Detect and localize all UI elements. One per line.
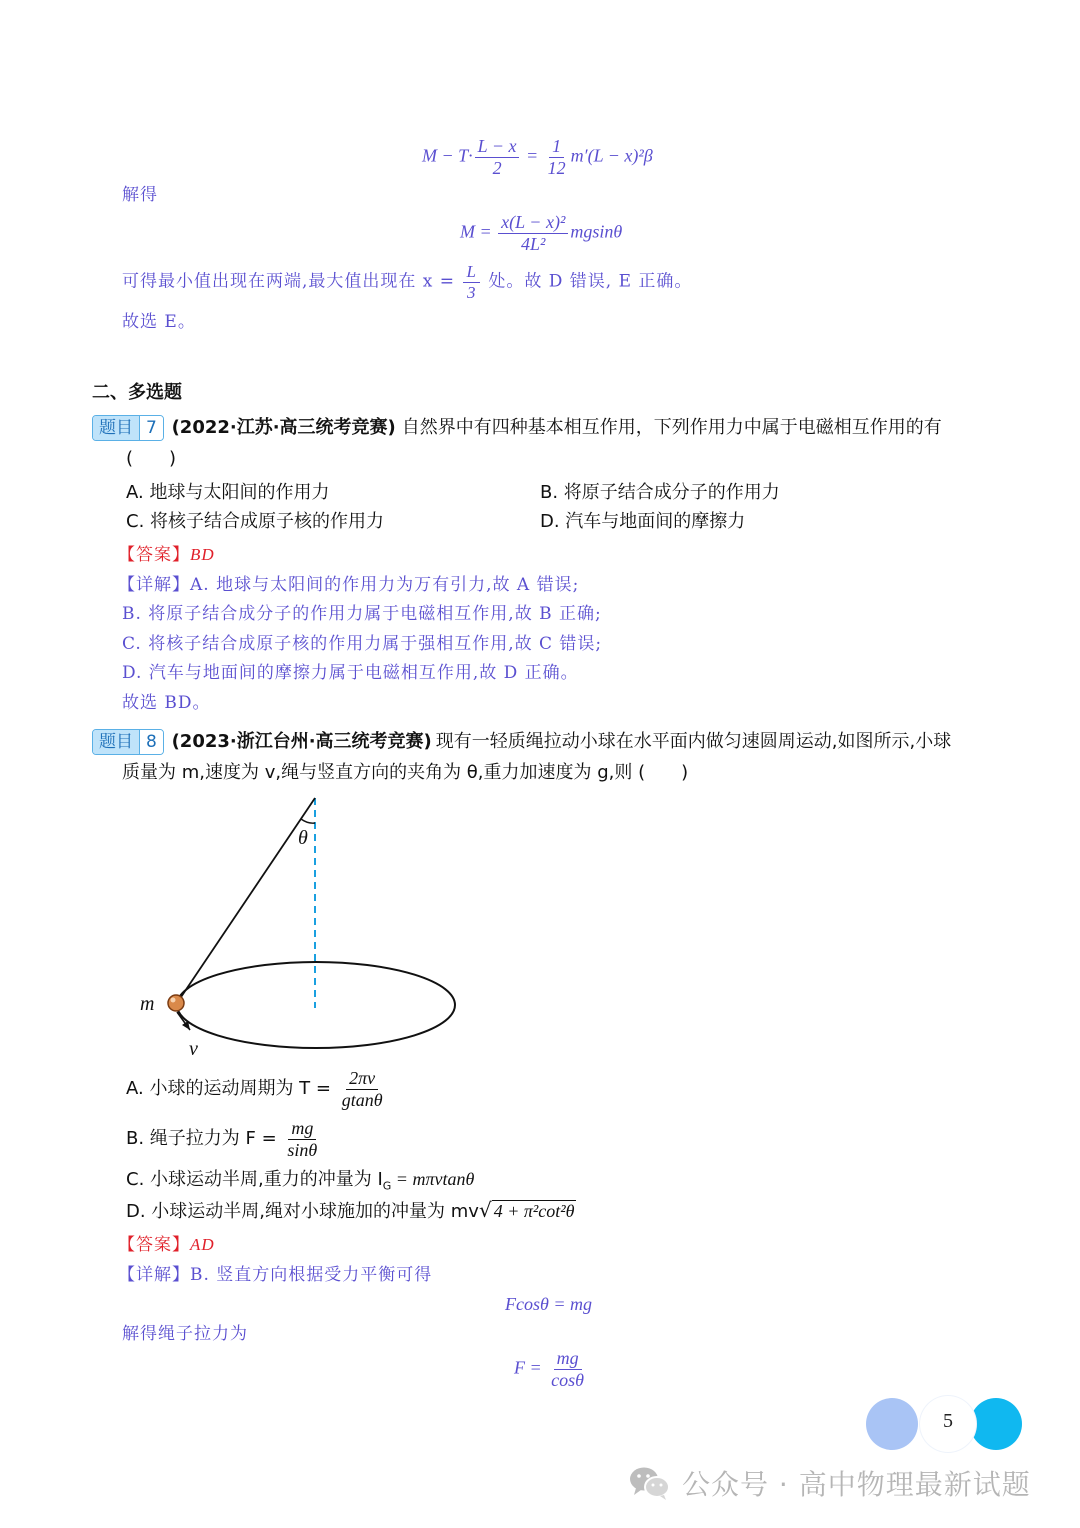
q8-tag	[92, 729, 164, 755]
conical-pendulum-figure	[130, 790, 470, 1070]
eq1-frac2-num: 1	[549, 136, 564, 158]
q8-detail-text-1: B. 竖直方向根据受力平衡可得	[190, 1265, 433, 1285]
q8-header	[92, 729, 951, 755]
wechat-icon	[628, 1464, 672, 1502]
velocity-label: v	[189, 1038, 198, 1060]
solve-label: 解得	[122, 185, 158, 205]
q7-detail-3: C. 将核子结合成原子核的作用力属于强相互作用,故 C 错误;	[122, 634, 603, 654]
q7-detail-text-1: A. 地球与太阳间的作用力为万有引力,故 A 错误;	[190, 575, 580, 595]
q8-stem-2: 质量为 m,速度为 v,绳与竖直方向的夹角为 θ,重力加速度为 g,则 ( )	[122, 762, 689, 783]
q8-option-c	[126, 1166, 474, 1200]
q7-answer-label: 【答案】	[118, 545, 190, 565]
q8-option-a-pre: A. 小球的运动周期为 T =	[126, 1078, 337, 1100]
conclusion-frac	[463, 262, 479, 302]
page-number: 5	[943, 1410, 953, 1432]
q8-option-b-num: mg	[288, 1118, 316, 1140]
theta-label: θ	[298, 827, 308, 849]
eq2-frac-num: x(L − x)²	[498, 212, 568, 234]
q8-stem-1: 现有一轻质绳拉动小球在水平面内做匀速圆周运动,如图所示,小球	[435, 731, 952, 752]
q7-paren: ( )	[126, 448, 177, 469]
conclusion-frac-num: L	[463, 262, 479, 283]
eq1-frac2-den: 12	[547, 157, 566, 178]
watermark	[628, 1463, 1031, 1503]
q8-option-c-post: = mπvtanθ	[391, 1169, 475, 1189]
q8-answer-value: AD	[190, 1235, 215, 1254]
q8-eq2-frac	[548, 1348, 587, 1390]
q8-option-a	[126, 1068, 388, 1110]
q8-answer-label: 【答案】	[118, 1235, 190, 1255]
q7-choose: 故选 BD。	[122, 693, 211, 713]
page-circle-left	[866, 1398, 918, 1450]
q8-option-a-num: 2πv	[346, 1068, 378, 1090]
eq1-mid: =	[521, 145, 543, 166]
q8-option-a-den: gtanθ	[341, 1089, 383, 1110]
string-line	[177, 798, 315, 1003]
eq1-frac2	[545, 136, 569, 178]
page-circle-right	[970, 1398, 1022, 1450]
q8-option-d-pre: D. 小球运动半周,绳对小球施加的冲量为 mv	[126, 1201, 479, 1222]
eq2-frac-den: 4L²	[521, 233, 546, 254]
section-title: 二、多选题	[92, 382, 182, 403]
sqrt-sign: √	[478, 1198, 492, 1222]
q7-option-b: B. 将原子结合成分子的作用力	[540, 482, 780, 503]
eq1-frac-num: L − x	[475, 136, 520, 158]
eq2-frac	[498, 212, 568, 254]
conclusion-pre: 可得最小值出现在两端,最大值出现在 x =	[122, 271, 462, 292]
q8-option-b	[126, 1118, 322, 1160]
eq1-right: m′(L − x)²β	[570, 145, 653, 166]
q7-tag-num: 7	[139, 416, 163, 440]
q7-answer	[118, 543, 215, 567]
q8-eq1: Fcosθ = mg	[505, 1294, 592, 1314]
q7-source: (2022·江苏·高三统考竞赛)	[171, 417, 396, 438]
q8-option-b-frac	[284, 1118, 320, 1160]
q8-option-b-pre: B. 绳子拉力为 F =	[126, 1128, 283, 1150]
choose-e: 故选 E。	[122, 312, 196, 332]
q8-eq2-den: cosθ	[551, 1369, 584, 1390]
q8-answer	[118, 1233, 215, 1257]
q8-tag-label: 题目	[93, 730, 139, 754]
q8-option-d-radicand: 4 + π²cot²θ	[493, 1201, 575, 1221]
q7-stem: 自然界中有四种基本相互作用，下列作用力中属于电磁相互作用的有	[401, 417, 942, 438]
eq1-frac	[475, 136, 520, 178]
eq2-right: mgsinθ	[570, 221, 623, 242]
q8-solve-label: 解得绳子拉力为	[122, 1324, 248, 1344]
watermark-text: 公众号 · 高中物理最新试题	[682, 1468, 1031, 1501]
q8-option-b-den: sinθ	[287, 1139, 318, 1160]
eq2-left: M =	[460, 221, 497, 242]
q8-tag-num: 8	[139, 730, 163, 754]
q7-option-a: A. 地球与太阳间的作用力	[126, 482, 330, 503]
q7-detail-1	[118, 573, 579, 597]
q8-option-d	[126, 1197, 576, 1225]
eq1-left: M − T·	[422, 145, 473, 166]
q8-eq2-num: mg	[554, 1348, 582, 1370]
mass-label: m	[140, 993, 155, 1015]
q7-header	[92, 415, 942, 441]
conclusion-post: 处。故 D 错误, E 正确。	[481, 271, 693, 292]
conclusion-frac-den: 3	[466, 282, 477, 302]
q8-source: (2023·浙江台州·高三统考竞赛)	[171, 731, 432, 752]
q7-detail-2: B. 将原子结合成分子的作用力属于电磁相互作用,故 B 正确;	[122, 604, 602, 624]
q8-option-c-sub: G	[382, 1179, 392, 1193]
ball-highlight	[171, 998, 176, 1003]
q8-option-a-frac	[339, 1068, 386, 1110]
equation-moment	[460, 212, 622, 254]
q8-option-c-text: C. 小球运动半周,重力的冲量为 I	[126, 1169, 383, 1190]
q7-tag-label: 题目	[93, 416, 139, 440]
q8-detail-1	[118, 1263, 432, 1287]
q8-eq2	[514, 1348, 589, 1390]
ball	[168, 995, 184, 1011]
q7-detail-label: 【详解】	[118, 575, 190, 595]
q7-tag	[92, 415, 164, 441]
q8-detail-label: 【详解】	[118, 1265, 190, 1285]
q7-answer-value: BD	[190, 545, 215, 564]
eq1-frac-den: 2	[492, 157, 502, 178]
q7-detail-4: D. 汽车与地面间的摩擦力属于电磁相互作用,故 D 正确。	[122, 663, 579, 683]
q7-option-c: C. 将核子结合成原子核的作用力	[126, 511, 385, 532]
q8-eq2-left: F =	[514, 1357, 547, 1378]
q7-option-d: D. 汽车与地面间的摩擦力	[540, 511, 746, 532]
conclusion-line	[122, 262, 692, 302]
theta-arc	[301, 819, 315, 823]
equation-torque	[422, 136, 653, 178]
